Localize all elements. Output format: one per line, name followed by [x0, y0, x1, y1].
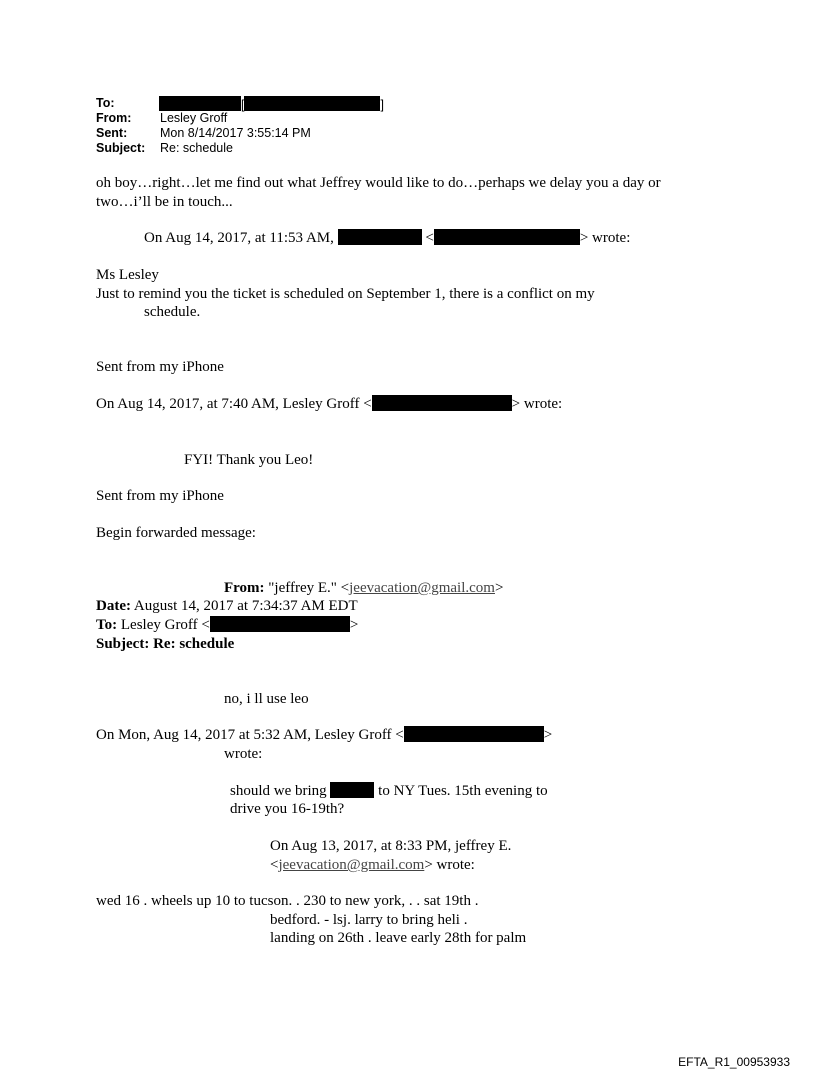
- forward-intro: Begin forwarded message:: [96, 525, 256, 541]
- greeting: Ms Lesley: [96, 267, 159, 283]
- subject-label: Subject:: [96, 141, 146, 155]
- fwd-reply: no, i ll use leo: [224, 691, 309, 707]
- redaction-bar: [434, 229, 580, 245]
- signature-1: Sent from my iPhone: [96, 359, 224, 375]
- fwd-date: Date: August 14, 2017 at 7:34:37 AM EDT: [96, 598, 358, 614]
- reply-line-2: two…i’ll be in touch...: [96, 194, 233, 210]
- fwd-subject: Subject: Re: schedule: [96, 636, 235, 652]
- to-label: To:: [96, 96, 115, 110]
- fwd-from: From: "jeffrey E." <jeevacation@gmail.com>: [224, 580, 504, 596]
- schedule-line-3: landing on 26th . leave early 28th for palm: [270, 930, 527, 946]
- quote-header-1: On Aug 14, 2017, at 11:53 AM, < > wrote:: [144, 230, 631, 246]
- fwd-to: To: Lesley Groff < >: [96, 617, 359, 633]
- email-link[interactable]: jeevacation@gmail.com: [278, 857, 425, 873]
- fyi-line: FYI! Thank you Leo!: [184, 452, 314, 468]
- to-value: [ ]: [159, 96, 384, 113]
- redaction-bar: [159, 96, 241, 111]
- remind-line-1: Just to remind you the ticket is scheduled on September 1, there is a conflict on my: [96, 286, 595, 302]
- thread-header-mon: On Mon, Aug 14, 2017 at 5:32 AM, Lesley Groff < >: [96, 727, 553, 743]
- signature-2: Sent from my iPhone: [96, 488, 224, 504]
- sent-value: Mon 8/14/2017 3:55:14 PM: [160, 126, 311, 140]
- subject-value: Re: schedule: [160, 141, 233, 155]
- from-label: From:: [96, 111, 132, 125]
- redaction-bar: [338, 229, 422, 245]
- redaction-bar: [404, 726, 544, 742]
- from-value: Lesley Groff: [160, 111, 228, 125]
- quote-header-2: On Aug 14, 2017, at 7:40 AM, Lesley Groff < > wrote:: [96, 396, 563, 412]
- reply-line-1: oh boy…right…let me find out what Jeffrey would like to do…perhaps we delay you a day or: [96, 175, 661, 191]
- thread-wrote: wrote:: [224, 746, 263, 762]
- email-link[interactable]: jeevacation@gmail.com: [349, 580, 495, 596]
- drive-line: drive you 16-19th?: [230, 801, 345, 817]
- redaction-bar: [372, 395, 512, 411]
- should-line: should we bring to NY Tues. 15th evening to: [230, 783, 548, 799]
- thread-header-aug13-email: <jeevacation@gmail.com> wrote:: [270, 857, 475, 873]
- document-id: EFTA_R1_00953933: [678, 1055, 790, 1069]
- schedule-line-2: bedford. - lsj. larry to bring heli .: [270, 912, 468, 928]
- thread-header-aug13: On Aug 13, 2017, at 8:33 PM, jeffrey E.: [270, 838, 512, 854]
- remind-line-2: schedule.: [144, 304, 201, 320]
- redaction-bar: [244, 96, 380, 111]
- redaction-bar: [330, 782, 374, 798]
- schedule-line-1: wed 16 . wheels up 10 to tucson. . 230 to new york, . . sat 19th .: [96, 893, 479, 909]
- redaction-bar: [210, 616, 350, 632]
- email-header: [96, 96, 416, 158]
- sent-label: Sent:: [96, 126, 128, 140]
